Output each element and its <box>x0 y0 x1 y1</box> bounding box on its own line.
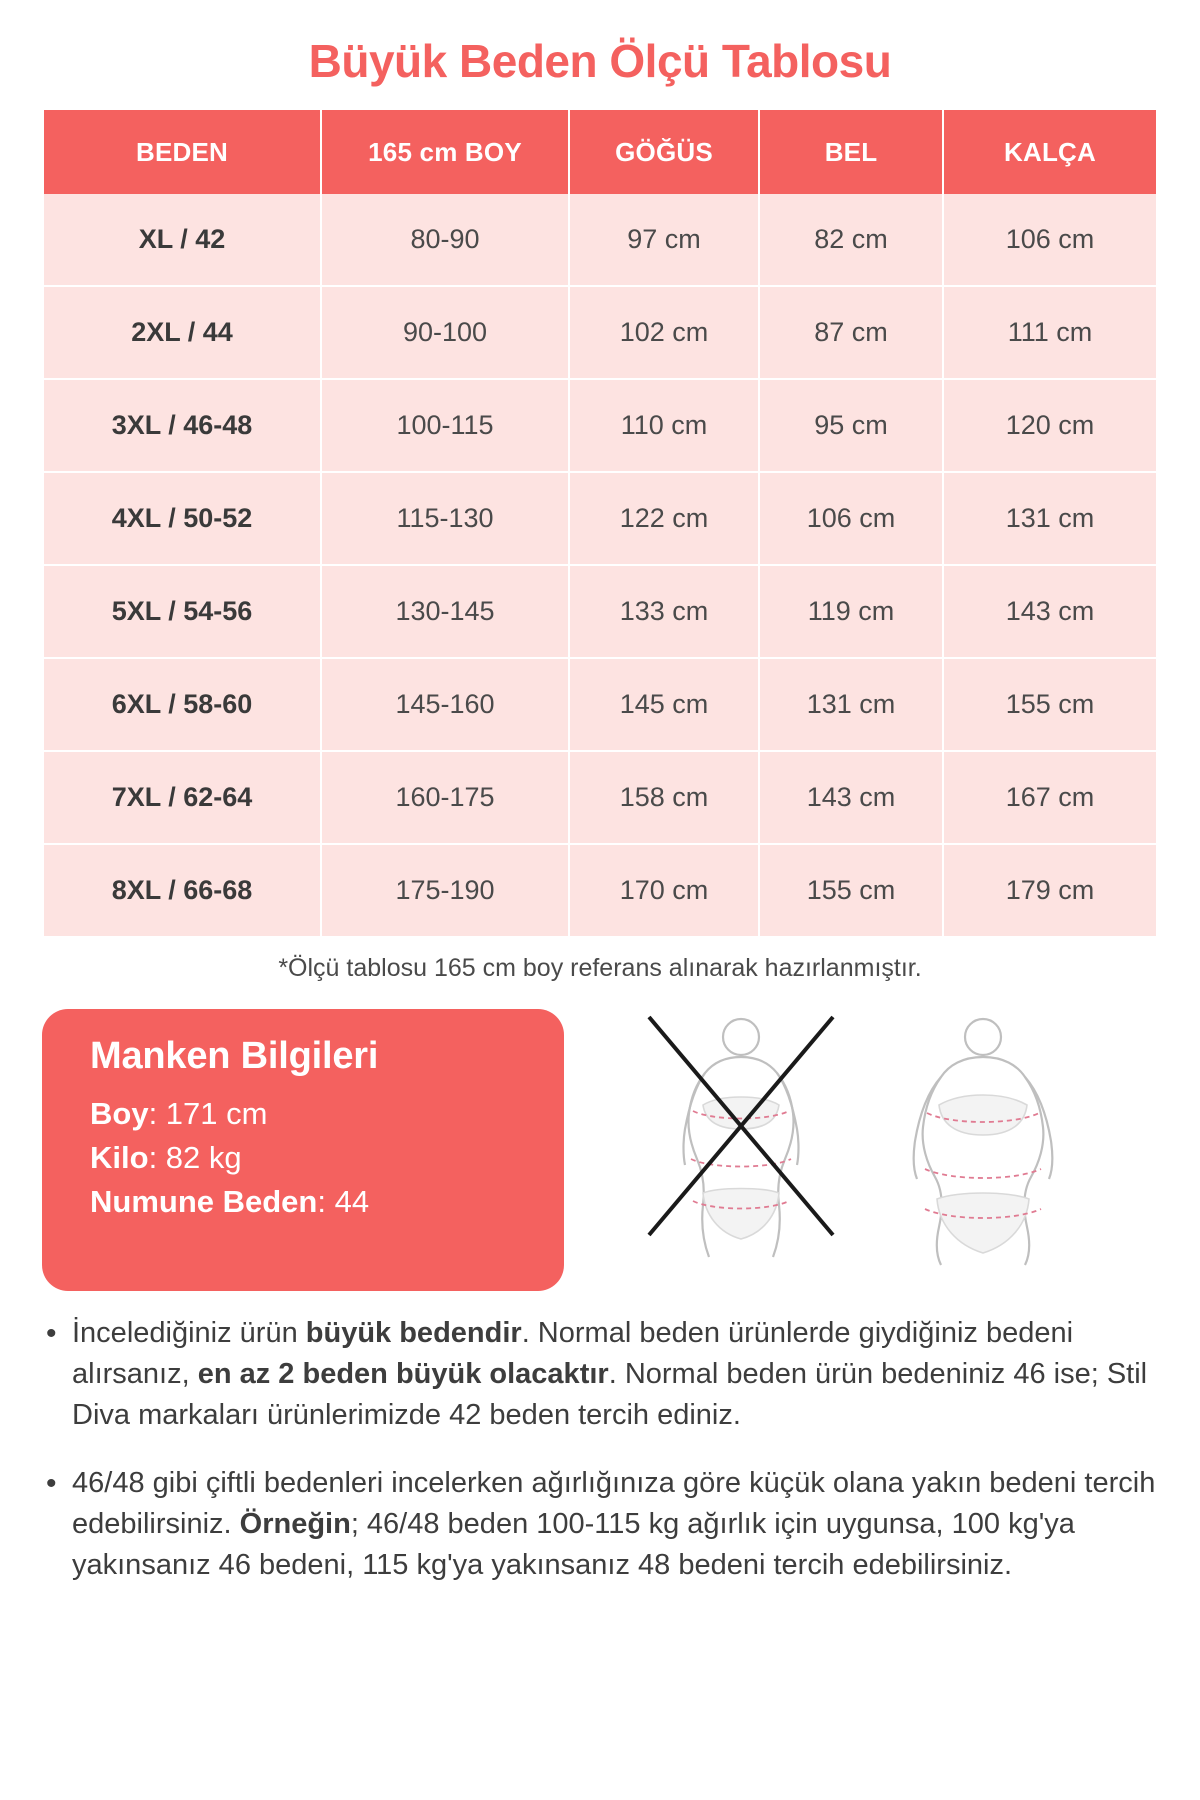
cell-bel: 82 cm <box>760 194 944 287</box>
cell-boy: 145-160 <box>322 659 570 752</box>
cell-bel: 155 cm <box>760 845 944 936</box>
size-table <box>44 110 1156 936</box>
model-info-heading: Manken Bilgileri <box>90 1035 379 1077</box>
model-sample-size-label: Numune Beden <box>90 1184 318 1220</box>
plus-size-figure-icon <box>883 1013 1083 1275</box>
cell-kalca: 155 cm <box>944 659 1156 752</box>
cell-boy: 115-130 <box>322 473 570 566</box>
cell-gogus: 110 cm <box>570 380 760 473</box>
cell-gogus: 122 cm <box>570 473 760 566</box>
cell-beden: 3XL / 46-48 <box>44 380 322 473</box>
table-header-row <box>44 110 1156 194</box>
table-row <box>44 845 1156 936</box>
cell-boy: 90-100 <box>322 287 570 380</box>
model-info-section <box>40 1009 1160 1291</box>
model-sample-size-line <box>90 1180 530 1224</box>
cell-kalca: 143 cm <box>944 566 1156 659</box>
column-header-kalca: KALÇA <box>944 110 1156 194</box>
cell-gogus: 170 cm <box>570 845 760 936</box>
table-row <box>44 752 1156 845</box>
bullet-marker: • <box>46 1317 57 1350</box>
cell-bel: 106 cm <box>760 473 944 566</box>
table-note: *Ölçü tablosu 165 cm boy referans alınarak hazırlanmıştır. <box>278 954 922 982</box>
cell-beden: 5XL / 54-56 <box>44 566 322 659</box>
cell-boy: 80-90 <box>322 194 570 287</box>
model-sample-size-value: : 44 <box>317 1184 370 1220</box>
model-height-label: Boy <box>90 1096 149 1131</box>
table-row <box>44 566 1156 659</box>
cell-kalca: 120 cm <box>944 380 1156 473</box>
cell-boy: 130-145 <box>322 566 570 659</box>
cell-kalca: 111 cm <box>944 287 1156 380</box>
cell-boy: 100-115 <box>322 380 570 473</box>
model-height-line <box>90 1092 530 1136</box>
body-figures <box>564 1009 1160 1275</box>
notes-list <box>40 1313 1160 1586</box>
page-title: Büyük Beden Ölçü Tablosu <box>308 35 892 87</box>
cell-boy: 160-175 <box>322 752 570 845</box>
table-row <box>44 473 1156 566</box>
column-header-bel: BEL <box>760 110 944 194</box>
cell-boy: 175-190 <box>322 845 570 936</box>
table-row <box>44 287 1156 380</box>
model-weight-value: : 82 kg <box>148 1140 242 1176</box>
table-row <box>44 380 1156 473</box>
list-item <box>46 1313 1160 1437</box>
model-height-value: : 171 cm <box>148 1096 268 1131</box>
cell-beden: 2XL / 44 <box>44 287 322 380</box>
column-header-gogus: GÖĞÜS <box>570 110 760 194</box>
slim-figure-crossed-out-icon <box>641 1013 841 1275</box>
column-header-boy: 165 cm BOY <box>322 110 570 194</box>
bullet-text-2: 46/48 gibi çiftli bedenleri incelerken ağırlığınıza göre küçük olana yakın bedeni tercih edebilirsiniz. Örneğin; 46/48 beden 100-115 kg ağırlık için uygunsa, 100 kg'ya yakınsanız 46 bedeni, 115 kg'ya yakınsanız 48 bedeni tercih edebilirsiniz. <box>72 1466 1156 1581</box>
cell-kalca: 179 cm <box>944 845 1156 936</box>
cell-gogus: 145 cm <box>570 659 760 752</box>
cell-beden: 7XL / 62-64 <box>44 752 322 845</box>
cell-kalca: 167 cm <box>944 752 1156 845</box>
cell-gogus: 133 cm <box>570 566 760 659</box>
cell-beden: 6XL / 58-60 <box>44 659 322 752</box>
cell-bel: 131 cm <box>760 659 944 752</box>
cell-bel: 95 cm <box>760 380 944 473</box>
cell-gogus: 97 cm <box>570 194 760 287</box>
cell-kalca: 131 cm <box>944 473 1156 566</box>
cell-gogus: 102 cm <box>570 287 760 380</box>
column-header-beden: BEDEN <box>44 110 322 194</box>
bullet-text-1: İncelediğiniz ürün büyük bedendir. Normal beden ürünlerde giydiğiniz bedeni alırsanız, en az 2 beden büyük olacaktır. Normal beden ürün bedeniniz 46 ise; Stil Diva markaları ürünlerimizde 42 beden tercih ediniz. <box>72 1317 1148 1432</box>
cell-beden: 4XL / 50-52 <box>44 473 322 566</box>
table-row <box>44 659 1156 752</box>
cell-bel: 87 cm <box>760 287 944 380</box>
model-weight-line <box>90 1136 530 1180</box>
model-info-card <box>42 1009 564 1291</box>
cell-bel: 119 cm <box>760 566 944 659</box>
cell-kalca: 106 cm <box>944 194 1156 287</box>
cell-beden: XL / 42 <box>44 194 322 287</box>
model-weight-label: Kilo <box>90 1140 149 1176</box>
cell-beden: 8XL / 66-68 <box>44 845 322 936</box>
list-item <box>46 1463 1160 1587</box>
cell-gogus: 158 cm <box>570 752 760 845</box>
cell-bel: 143 cm <box>760 752 944 845</box>
table-row <box>44 194 1156 287</box>
bullet-marker: • <box>46 1466 57 1500</box>
